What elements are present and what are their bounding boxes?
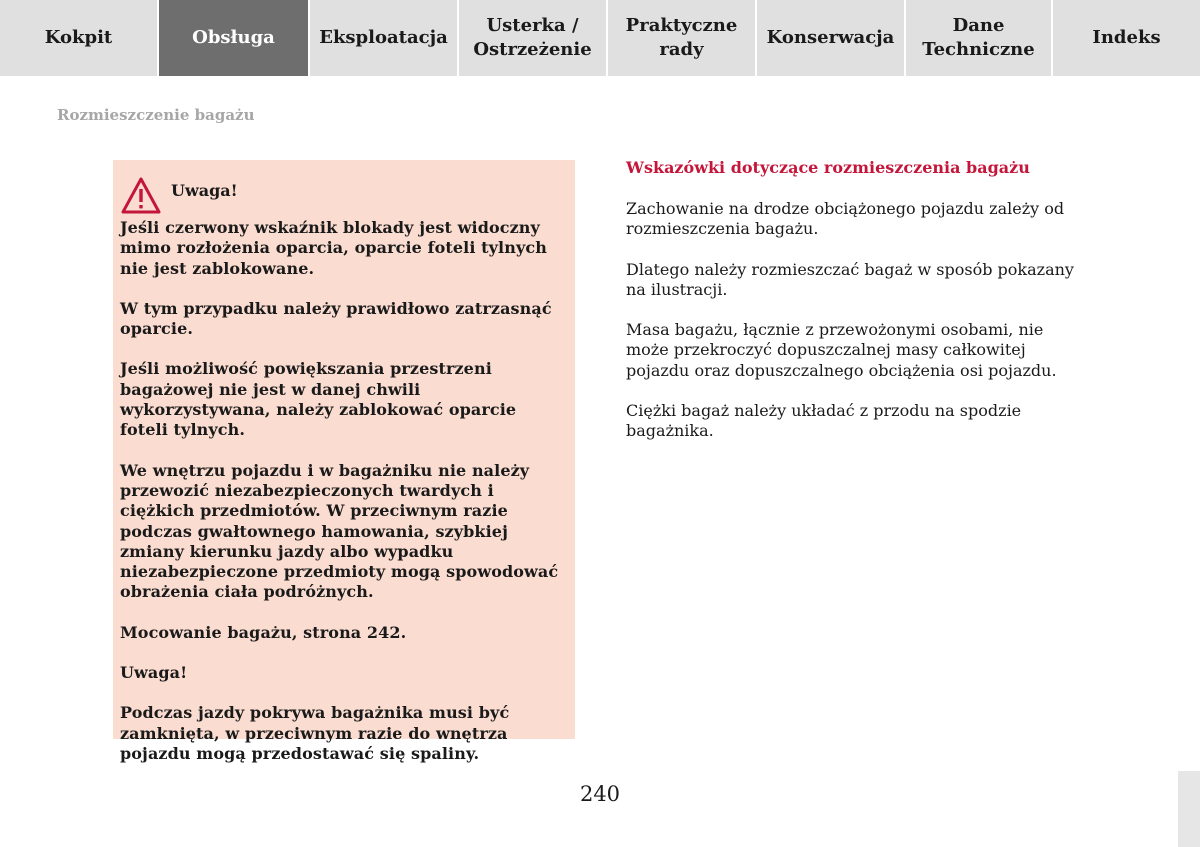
tab-label: Eksploatacja <box>319 27 448 48</box>
tab-label: Usterka / Ostrzeżenie <box>473 15 592 60</box>
tab-kokpit[interactable] <box>0 0 159 76</box>
tab-label: Kokpit <box>44 27 113 48</box>
warning-body <box>120 218 569 764</box>
section-paragraph: Masa bagażu, łącznie z przewożonymi osobami, nie może przekroczyć dopuszczalnej masy całkowitej pojazdu oraz dopuszczalnego obciążenia osi pojazdu. <box>626 320 1057 380</box>
section-paragraph: Ciężki bagaż należy układać z przodu na spodzie bagażnika. <box>626 401 1022 441</box>
warning-paragraph: W tym przypadku należy prawidłowo zatrzasnąć oparcie. <box>120 298 552 339</box>
tab-label: Indeks <box>1092 27 1161 48</box>
warning-paragraph: Uwaga! <box>120 663 188 683</box>
tab-usterka-ostrzezenie[interactable] <box>459 0 608 76</box>
tab-praktyczne-rady[interactable] <box>608 0 757 76</box>
warning-paragraph: We wnętrzu pojazdu i w bagażniku nie należy przewozić niezabezpieczonych twardych i ciężkich przedmiotów. W przeciwnym razie podczas gwałtownego hamowania, szybkiej zmiany kierunku jazdy albo wypadku niezabezpieczone przedmioty mogą spowodować obrażenia ciała podróżnych. <box>120 460 559 602</box>
top-navigation <box>0 0 1200 76</box>
tab-label: Praktyczne rady <box>625 15 738 60</box>
page-number: 240 <box>579 782 621 806</box>
tab-indeks[interactable] <box>1053 0 1200 76</box>
section-title: Wskazówki dotyczące rozmieszczenia bagażu <box>626 158 1030 177</box>
tab-label: Obsługa <box>192 27 275 48</box>
tab-dane-techniczne[interactable] <box>906 0 1053 76</box>
warning-box <box>113 160 575 763</box>
tab-konserwacja[interactable] <box>757 0 906 76</box>
warning-title: Uwaga! <box>171 180 238 200</box>
section-paragraph: Zachowanie na drodze obciążonego pojazdu zależy od rozmieszczenia bagażu. <box>626 199 1065 239</box>
luggage-guidance-section <box>626 158 1088 462</box>
warning-paragraph: Mocowanie bagażu, strona 242. <box>120 622 407 642</box>
warning-paragraph: Podczas jazdy pokrywa bagażnika musi być zamknięta, w przeciwnym razie do wnętrza pojazdu mogą przedostawać się spaliny. <box>120 703 510 763</box>
tab-label: Dane Techniczne <box>922 15 1035 60</box>
breadcrumb: Rozmieszczenie bagażu <box>57 106 255 124</box>
tab-eksploatacja[interactable] <box>310 0 459 76</box>
tab-label: Konserwacja <box>766 27 895 48</box>
warning-header <box>120 174 569 218</box>
section-paragraph: Dlatego należy rozmieszczać bagaż w sposób pokazany na ilustracji. <box>626 259 1074 299</box>
warning-paragraph: Jeśli możliwość powiększania przestrzeni bagażowej nie jest w danej chwili wykorzystywana, należy zablokować oparcie foteli tylnych. <box>120 359 517 440</box>
warning-triangle-icon <box>120 176 162 216</box>
tab-obsluga[interactable] <box>159 0 310 76</box>
page-edge-tab <box>1178 771 1200 847</box>
warning-paragraph: Jeśli czerwony wskaźnik blokady jest widoczny mimo rozłożenia oparcia, oparcie foteli tylnych nie jest zablokowane. <box>120 218 547 278</box>
